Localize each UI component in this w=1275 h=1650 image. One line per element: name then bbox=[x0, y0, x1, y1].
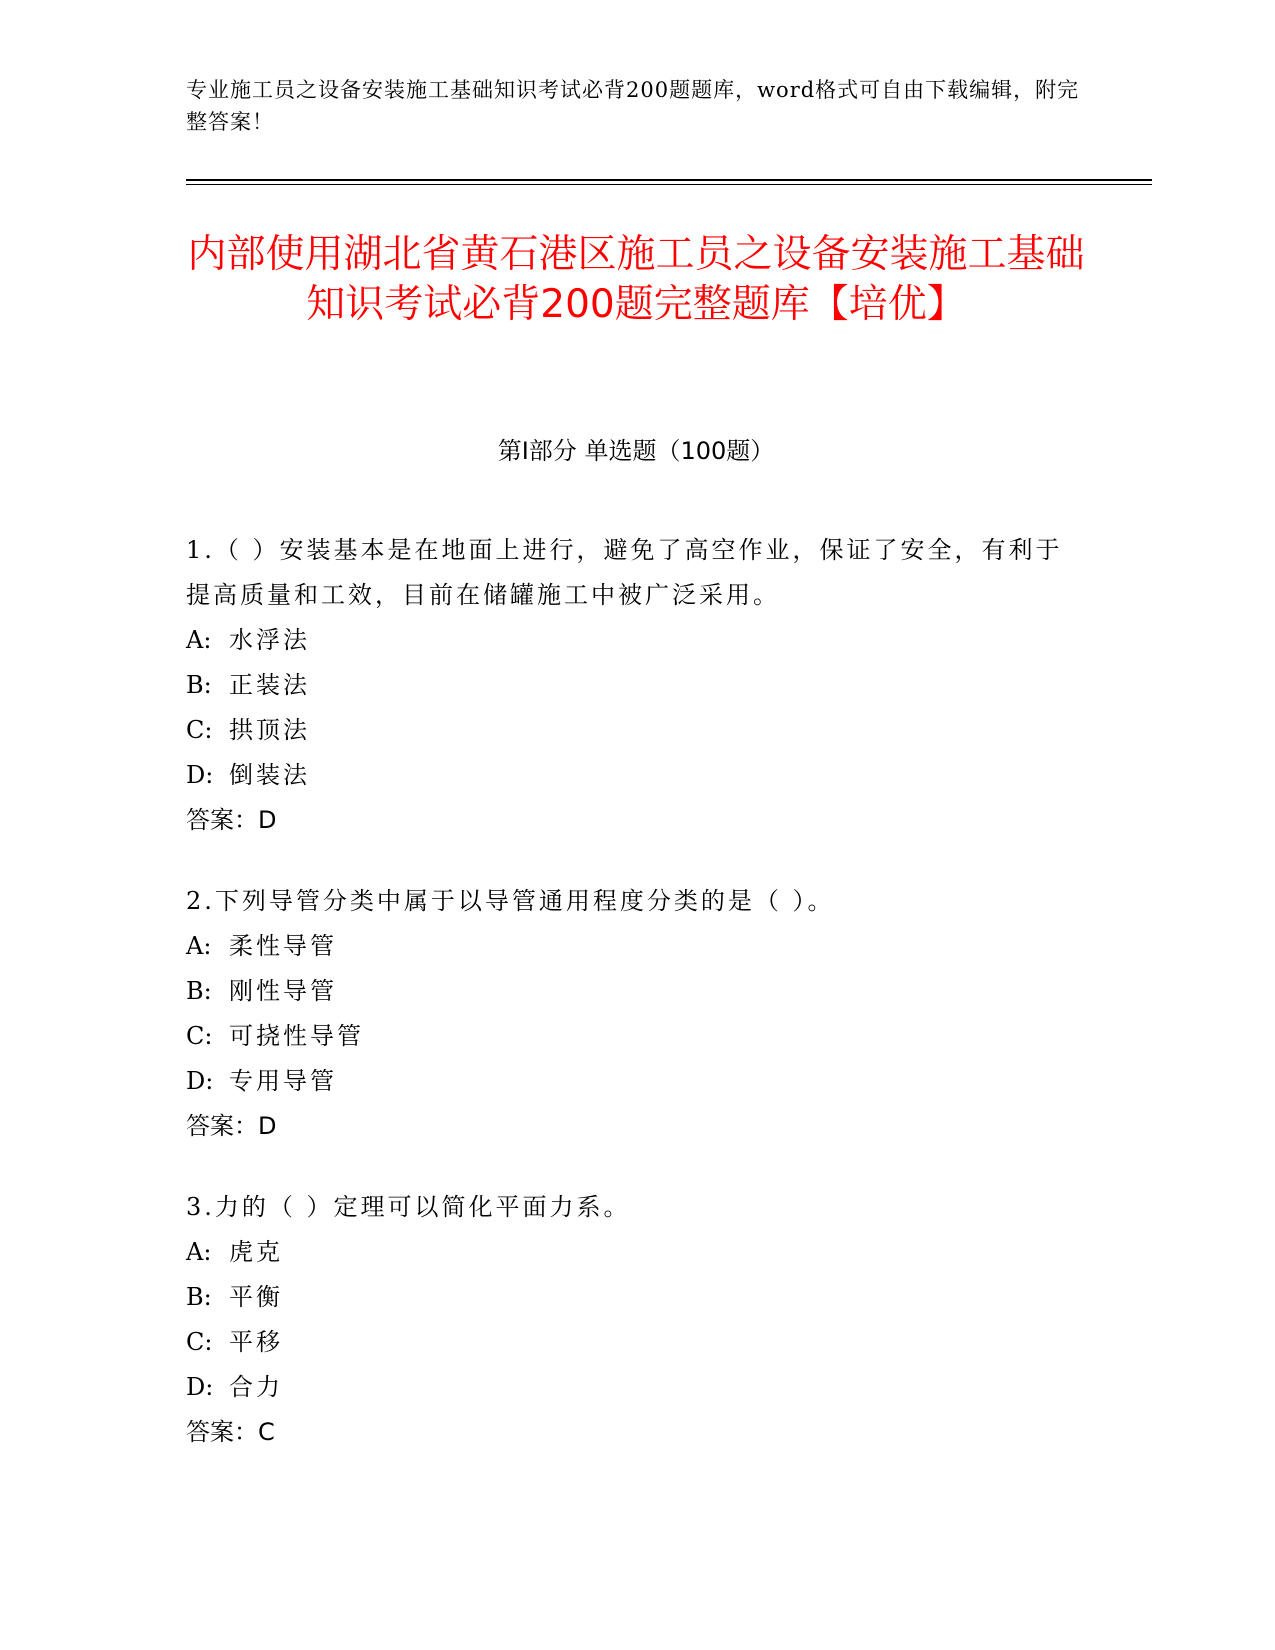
question-stem: 2.下列导管分类中属于以导管通用程度分类的是（ ）。 bbox=[186, 887, 835, 915]
option-letter: B: bbox=[186, 1283, 212, 1311]
option-text: 柔性导管 bbox=[229, 932, 337, 960]
question-3 bbox=[186, 1185, 1086, 1455]
option-letter: D: bbox=[186, 761, 214, 789]
document-title: 内部使用湖北省黄石港区施工员之设备安装施工基础知识考试必背200题完整题库【培优】 bbox=[187, 232, 1085, 327]
option-text: 水浮法 bbox=[229, 626, 310, 654]
option-b bbox=[186, 969, 1086, 1014]
section-heading: 第I部分 单选题（100题） bbox=[497, 437, 775, 465]
header-note: 专业施工员之设备安装施工基础知识考试必背200题题库，word格式可自由下载编辑，附完整答案！ bbox=[186, 78, 1080, 134]
option-c bbox=[186, 1320, 1086, 1365]
question-stem: 1.（ ）安装基本是在地面上进行，避免了高空作业，保证了安全，有利于提高质量和工效，目前在储罐施工中被广泛采用。 bbox=[186, 536, 1063, 609]
option-text: 拱顶法 bbox=[229, 716, 310, 744]
option-b bbox=[186, 1275, 1086, 1320]
option-c bbox=[186, 708, 1086, 753]
option-text: 可挠性导管 bbox=[229, 1022, 364, 1050]
question-stem: 3.力的（ ）定理可以简化平面力系。 bbox=[186, 1193, 631, 1221]
option-text: 专用导管 bbox=[229, 1067, 337, 1095]
header-rule-thick bbox=[186, 179, 1152, 181]
option-a bbox=[186, 924, 1086, 969]
answer: 答案：C bbox=[186, 1418, 275, 1446]
option-letter: A: bbox=[186, 1238, 212, 1266]
option-d bbox=[186, 1365, 1086, 1410]
question-list bbox=[186, 528, 1086, 1491]
option-d bbox=[186, 753, 1086, 798]
answer: 答案：D bbox=[186, 1112, 277, 1140]
option-letter: A: bbox=[186, 626, 212, 654]
option-c bbox=[186, 1014, 1086, 1059]
option-text: 刚性导管 bbox=[229, 977, 337, 1005]
option-text: 平衡 bbox=[229, 1283, 283, 1311]
option-text: 正装法 bbox=[229, 671, 310, 699]
option-b bbox=[186, 663, 1086, 708]
option-text: 合力 bbox=[229, 1373, 283, 1401]
question-2 bbox=[186, 879, 1086, 1149]
option-a bbox=[186, 1230, 1086, 1275]
answer: 答案：D bbox=[186, 806, 277, 834]
option-text: 倒装法 bbox=[229, 761, 310, 789]
option-d bbox=[186, 1059, 1086, 1104]
header-rule-thin bbox=[186, 184, 1152, 185]
option-letter: D: bbox=[186, 1373, 214, 1401]
option-letter: B: bbox=[186, 977, 212, 1005]
option-letter: C: bbox=[186, 1022, 213, 1050]
option-text: 虎克 bbox=[229, 1238, 283, 1266]
option-letter: C: bbox=[186, 1328, 213, 1356]
option-letter: D: bbox=[186, 1067, 214, 1095]
option-letter: B: bbox=[186, 671, 212, 699]
option-letter: C: bbox=[186, 716, 213, 744]
option-letter: A: bbox=[186, 932, 212, 960]
option-text: 平移 bbox=[229, 1328, 283, 1356]
question-1 bbox=[186, 528, 1086, 843]
option-a bbox=[186, 618, 1086, 663]
